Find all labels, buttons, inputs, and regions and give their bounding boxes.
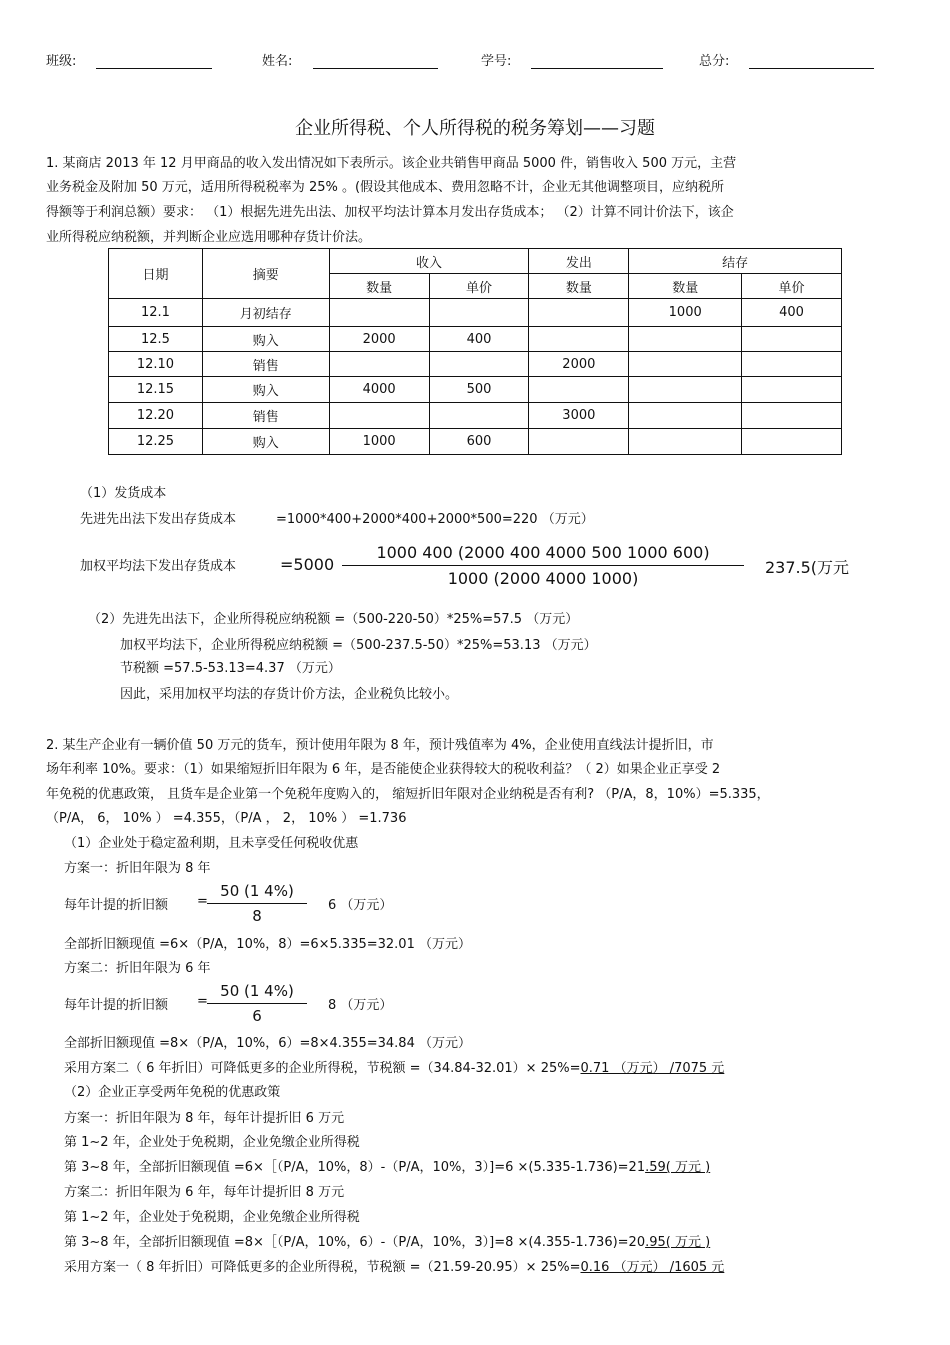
cell-summary: 购入 (202, 429, 329, 455)
annual-depreciation-label: 每年计提的折旧额 (64, 998, 169, 1013)
student-id-blank[interactable] (531, 68, 663, 69)
inventory-table (108, 248, 842, 455)
conclusion-value: 0.16 （万元） /1605 元 (580, 1260, 725, 1275)
wavg-numerator: 1000 400 (2000 400 4000 500 1000 600) (342, 543, 744, 566)
header-issue: 发出 (529, 249, 629, 274)
score-blank[interactable] (749, 68, 874, 69)
table-row (109, 352, 842, 377)
pv-text: 第 3~8 年，全部折旧额现值 =6×［（P/A，10%，8）-（P/A，10%，3）]=6 ×(5.335-1.736)=21 (64, 1160, 646, 1175)
cell-in-price (429, 352, 529, 377)
q2-conclusion2 (64, 1256, 724, 1275)
q2-part1-title: （1）企业处于稳定盈利期，且未享受任何税收优惠 (64, 836, 359, 851)
cell-date: 12.1 (109, 299, 203, 327)
q2-plan2: 方案二：折旧年限为 6 年，每年计提折旧 8 万元 (64, 1185, 345, 1200)
cell-summary: 购入 (202, 377, 329, 403)
cell-bal-price (742, 403, 842, 429)
fraction-numerator: 50 (1 4%) (207, 882, 307, 904)
cell-bal-price (742, 377, 842, 403)
q1-text-line: 业务税金及附加 50 万元，适用所得税税率为 25% 。(假设其他成本、费用忽略不计，企业无其他调整项目，应纳税所 (46, 180, 725, 195)
equals-sign: = (197, 894, 208, 909)
header-balance-price: 单价 (742, 274, 842, 299)
cell-in-qty: 4000 (329, 377, 429, 403)
conclusion-value: 0.71 （万元） /7075 元 (580, 1061, 725, 1076)
header-balance: 结存 (629, 249, 842, 274)
cell-bal-price: 400 (742, 299, 842, 327)
cell-summary: 销售 (202, 352, 329, 377)
cell-in-price (429, 403, 529, 429)
fraction-denominator: 8 (252, 907, 262, 925)
cell-in-qty: 1000 (329, 429, 429, 455)
table-row (109, 299, 842, 327)
cell-bal-qty (629, 403, 742, 429)
class-blank[interactable] (96, 68, 212, 69)
header-income-price: 单价 (429, 274, 529, 299)
cell-in-price: 500 (429, 377, 529, 403)
cell-bal-qty (629, 352, 742, 377)
q1-text-line: 得额等于利润总额）要求： （1）根据先进先出法、加权平均法计算本月发出存货成本； （2）计算不同计价法下，该企 (46, 205, 734, 220)
cell-summary: 月初结存 (202, 299, 329, 327)
cell-bal-qty (629, 327, 742, 352)
pv-line (64, 1156, 710, 1175)
cell-in-price (429, 299, 529, 327)
cell-date: 12.25 (109, 429, 203, 455)
q2-text-line: 年免税的优惠政策， 且货车是企业第一个免税年度购入的， 缩短折旧年限对企业纳税是否有利? （P/A，8，10%）=5.335， (46, 787, 770, 802)
q1-answer2-line: （2）先进先出法下，企业所得税应纳税额 =（500-220-50）*25%=57.5 （万元） (88, 612, 579, 627)
q2-plan1: 方案一：折旧年限为 8 年，每年计提折旧 6 万元 (64, 1111, 345, 1126)
cell-out-qty (529, 377, 629, 403)
table-row (109, 327, 842, 352)
wavg-result: 237.5(万元 (765, 558, 850, 577)
q2-text-line: 2. 某生产企业有一辆价值 50 万元的货车，预计使用年限为 8 年，预计残值率为 4%，企业使用直线法计提折旧，市 (46, 738, 714, 753)
pv-value: .59( 万元 ) (645, 1160, 711, 1175)
cell-summary: 销售 (202, 403, 329, 429)
q2-part2-title: （2）企业正享受两年免税的优惠政策 (64, 1085, 281, 1100)
student-id-label: 学号: (481, 54, 512, 69)
conclusion-text: 采用方案二（ 6 年折旧）可降低更多的企业所得税，节税额 =（34.84-32.01）× 25%= (64, 1061, 581, 1076)
q1-answer2-line: 加权平均法下，企业所得税应纳税额 =（500-237.5-50）*25%=53.13 （万元） (120, 638, 597, 653)
fraction-denominator: 6 (252, 1007, 262, 1025)
cell-summary: 购入 (202, 327, 329, 352)
q2-conclusion1 (64, 1057, 724, 1076)
depreciation-result: 8 （万元） (328, 998, 393, 1013)
pv-line: 全部折旧额现值 =8×（P/A，10%，6）=8×4.355=34.84 （万元） (64, 1036, 471, 1051)
q1-answer1-title: （1）发货成本 (80, 486, 167, 501)
cell-in-price: 600 (429, 429, 529, 455)
table-row (109, 429, 842, 455)
table-row (109, 377, 842, 403)
cell-in-qty (329, 299, 429, 327)
wavg-fraction (342, 543, 744, 588)
cell-in-qty (329, 352, 429, 377)
cell-in-price: 400 (429, 327, 529, 352)
fifo-label: 先进先出法下发出存货成本 (80, 512, 237, 527)
exempt-line: 第 1~2 年，企业处于免税期，企业免缴企业所得税 (64, 1135, 360, 1150)
depreciation-result: 6 （万元） (328, 898, 393, 913)
depreciation-fraction (207, 882, 307, 925)
wavg-label: 加权平均法下发出存货成本 (80, 559, 237, 574)
cell-out-qty (529, 299, 629, 327)
cell-in-qty: 2000 (329, 327, 429, 352)
q1-text-line: 1. 某商店 2013 年 12 月甲商品的收入发出情况如下表所示。该企业共销售甲商品 5000 件，销售收入 500 万元，主营 (46, 156, 737, 171)
cell-out-qty: 2000 (529, 352, 629, 377)
class-label: 班级: (46, 54, 77, 69)
wavg-denominator: 1000 (2000 4000 1000) (447, 569, 639, 588)
q2-text-line: 场年利率 10%。要求：（1）如果缩短折旧年限为 6 年，是否能使企业获得较大的税收利益？（ 2）如果企业正享受 2 (46, 762, 721, 777)
pv-value: .95( 万元 ) (645, 1235, 711, 1250)
score-label: 总分: (699, 54, 730, 69)
cell-out-qty: 3000 (529, 403, 629, 429)
wavg-prefix: =5000 (280, 555, 335, 574)
equals-sign: = (197, 994, 208, 1009)
name-label: 姓名: (262, 54, 293, 69)
cell-bal-qty (629, 429, 742, 455)
q1-text-line: 业所得税应纳税额，并判断企业应选用哪种存货计价法。 (46, 230, 372, 245)
cell-bal-price (742, 429, 842, 455)
depreciation-fraction (207, 982, 307, 1025)
header-balance-qty: 数量 (629, 274, 742, 299)
q2-plan1: 方案一：折旧年限为 8 年 (64, 861, 211, 876)
exempt-line: 第 1~2 年，企业处于免税期，企业免缴企业所得税 (64, 1210, 360, 1225)
pv-line: 全部折旧额现值 =6×（P/A，10%，8）=6×5.335=32.01 （万元） (64, 937, 471, 952)
cell-bal-qty (629, 377, 742, 403)
header-income: 收入 (329, 249, 529, 274)
cell-in-qty (329, 403, 429, 429)
header-date: 日期 (109, 249, 203, 299)
header-income-qty: 数量 (329, 274, 429, 299)
fifo-formula: =1000*400+2000*400+2000*500=220 （万元） (276, 512, 594, 527)
annual-depreciation-label: 每年计提的折旧额 (64, 898, 169, 913)
q2-plan2: 方案二：折旧年限为 6 年 (64, 961, 211, 976)
conclusion-text: 采用方案一（ 8 年折旧）可降低更多的企业所得税，节税额 =（21.59-20.95）× 25%= (64, 1260, 581, 1275)
cell-bal-price (742, 352, 842, 377)
table-row (109, 403, 842, 429)
q2-text-line: （P/A， 6， 10% ） =4.355，（P/A ， 2， 10% ） =1.736 (46, 811, 407, 826)
pv-text: 第 3~8 年，全部折旧额现值 =8×［（P/A，10%，6）-（P/A，10%，3）]=8 ×(4.355-1.736)=20 (64, 1235, 646, 1250)
cell-out-qty (529, 327, 629, 352)
cell-bal-price (742, 327, 842, 352)
pv-line (64, 1231, 710, 1250)
cell-date: 12.20 (109, 403, 203, 429)
q1-conclusion: 因此，采用加权平均法的存货计价方法，企业税负比较小。 (120, 687, 459, 702)
page-title: 企业所得税、个人所得税的税务筹划——习题 (295, 118, 655, 139)
header-issue-qty: 数量 (529, 274, 629, 299)
q1-answer2-line: 节税额 =57.5-53.13=4.37 （万元） (120, 661, 341, 676)
fraction-numerator: 50 (1 4%) (207, 982, 307, 1004)
name-blank[interactable] (313, 68, 438, 69)
cell-bal-qty: 1000 (629, 299, 742, 327)
cell-date: 12.15 (109, 377, 203, 403)
cell-date: 12.5 (109, 327, 203, 352)
header-summary: 摘要 (202, 249, 329, 299)
cell-date: 12.10 (109, 352, 203, 377)
cell-out-qty (529, 429, 629, 455)
